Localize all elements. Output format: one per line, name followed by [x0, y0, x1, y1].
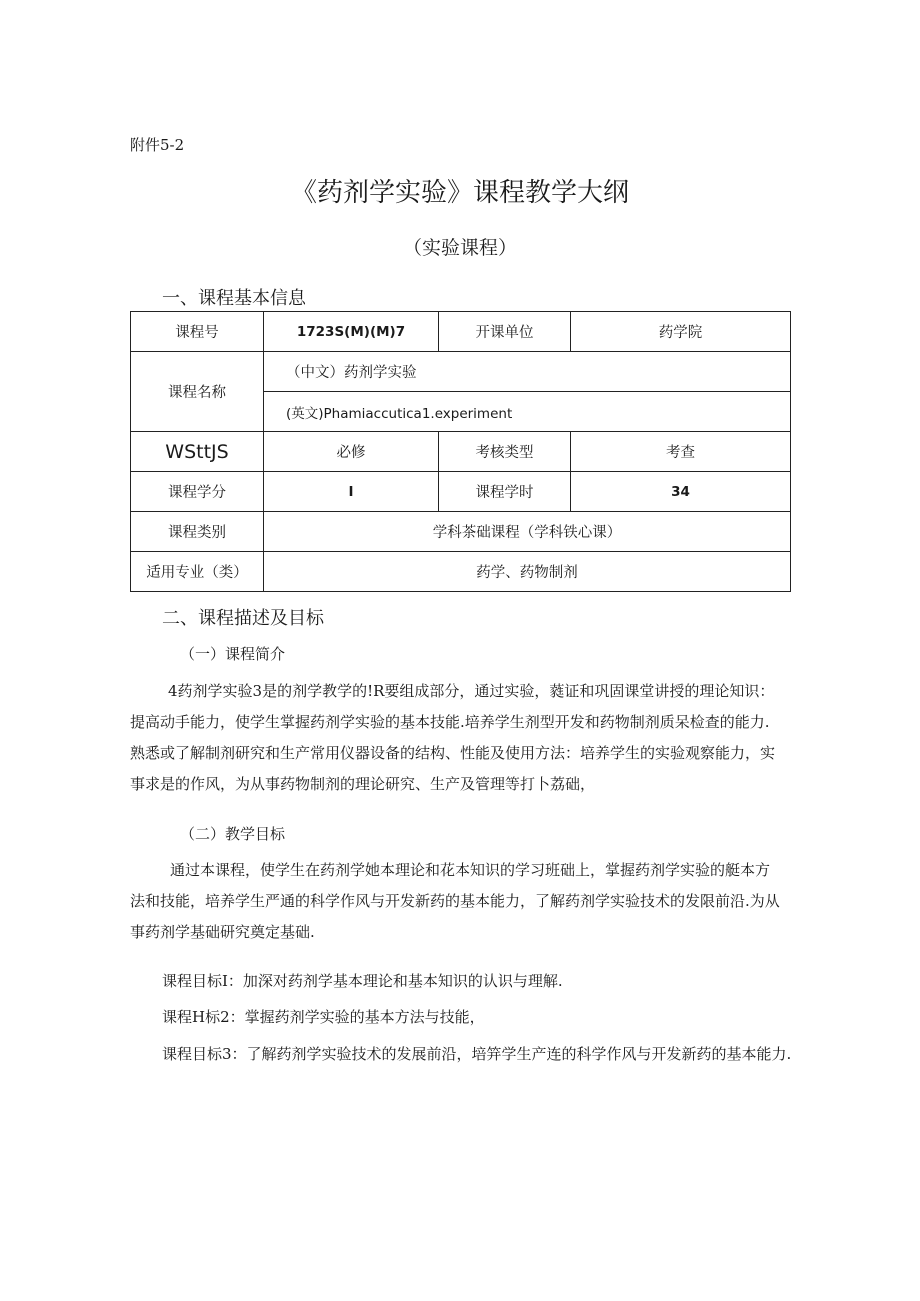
course-nature-value: 必修 — [264, 432, 439, 472]
paragraph-line: 事药剂学基础研究奠定基础. — [130, 923, 315, 941]
section-2-heading: 二、课程描述及目标 — [162, 608, 324, 629]
major-label: 适用专业（类） — [131, 552, 264, 592]
table-row — [131, 512, 791, 552]
course-goal-1: 课程目标I：加深对药剂学基本理论和基本知识的认识与理解. — [162, 972, 563, 990]
section-1-heading: 一、课程基本信息 — [162, 288, 306, 309]
course-goal-2: 课程H标2：掌握药剂学实验的基本方法与技能， — [162, 1008, 485, 1026]
category-label: 课程类别 — [131, 512, 264, 552]
department-label: 开课单位 — [439, 312, 571, 352]
table-row — [131, 472, 791, 512]
document-subtitle: （实验课程） — [402, 237, 517, 259]
intro-heading: （一）课程简介 — [180, 645, 286, 663]
paragraph-line: 提高动手能力，使学生掌握药剂学实验的基本技能.培养学生剂型开发和药物制剂质呆检查的能力. — [130, 713, 770, 731]
department-value: 药学院 — [571, 312, 791, 352]
course-name-label: 课程名称 — [131, 352, 264, 432]
credits-value: I — [264, 472, 439, 512]
hours-label: 课程学时 — [439, 472, 571, 512]
course-name-cn: （中文）药剂学实验 — [264, 352, 791, 392]
table-row — [131, 312, 791, 352]
paragraph-line: 熟悉或了解制剂研究和生产常用仪器设备的结构、性能及使用方法：培养学生的实验观察能力，实 — [130, 744, 776, 762]
credits-label: 课程学分 — [131, 472, 264, 512]
course-code-value: 1723S(M)(M)7 — [264, 312, 439, 352]
assessment-label: 考核类型 — [439, 432, 571, 472]
attachment-label: 附件5-2 — [130, 136, 185, 154]
table-row — [131, 352, 791, 392]
course-info-table — [130, 311, 791, 592]
paragraph-line: 事求是的作风，为从事药物制剂的理论研究、生产及管理等打卜荔础， — [130, 775, 596, 793]
course-nature-label: WSttJS — [131, 432, 264, 472]
course-name-en: (英文)Phamiaccutica1.experiment — [264, 392, 791, 432]
paragraph-line: 4药剂学实验3是的剂学教学的!R要组成部分，通过实验，蕤证和巩固课堂讲授的理论知识： — [168, 682, 775, 700]
assessment-value: 考查 — [571, 432, 791, 472]
table-row — [131, 432, 791, 472]
document-title: 《药剂学实验》课程教学大纲 — [290, 178, 629, 208]
course-code-label: 课程号 — [131, 312, 264, 352]
paragraph-line: 通过本课程，使学生在药剂学她本理论和花本知识的学习班础上，掌握药剂学实验的艇本方 — [170, 861, 771, 879]
major-value: 药学、药物制剂 — [264, 552, 791, 592]
hours-value: 34 — [571, 472, 791, 512]
category-value: 学科茶础课程（学科铁心课） — [264, 512, 791, 552]
goals-heading: （二）教学目标 — [180, 825, 286, 843]
intro-paragraph — [130, 676, 792, 800]
course-goal-3: 课程目标3：了解药剂学实验技术的发展前沿，培笄学生产连的科学作风与开发新药的基本能力. — [162, 1045, 792, 1063]
goals-paragraph — [130, 855, 792, 948]
table-row — [131, 552, 791, 592]
paragraph-line: 法和技能，培养学生严通的科学作风与开发新药的基本能力，了解药剂学实验技术的发限前沿.为从 — [130, 892, 780, 910]
